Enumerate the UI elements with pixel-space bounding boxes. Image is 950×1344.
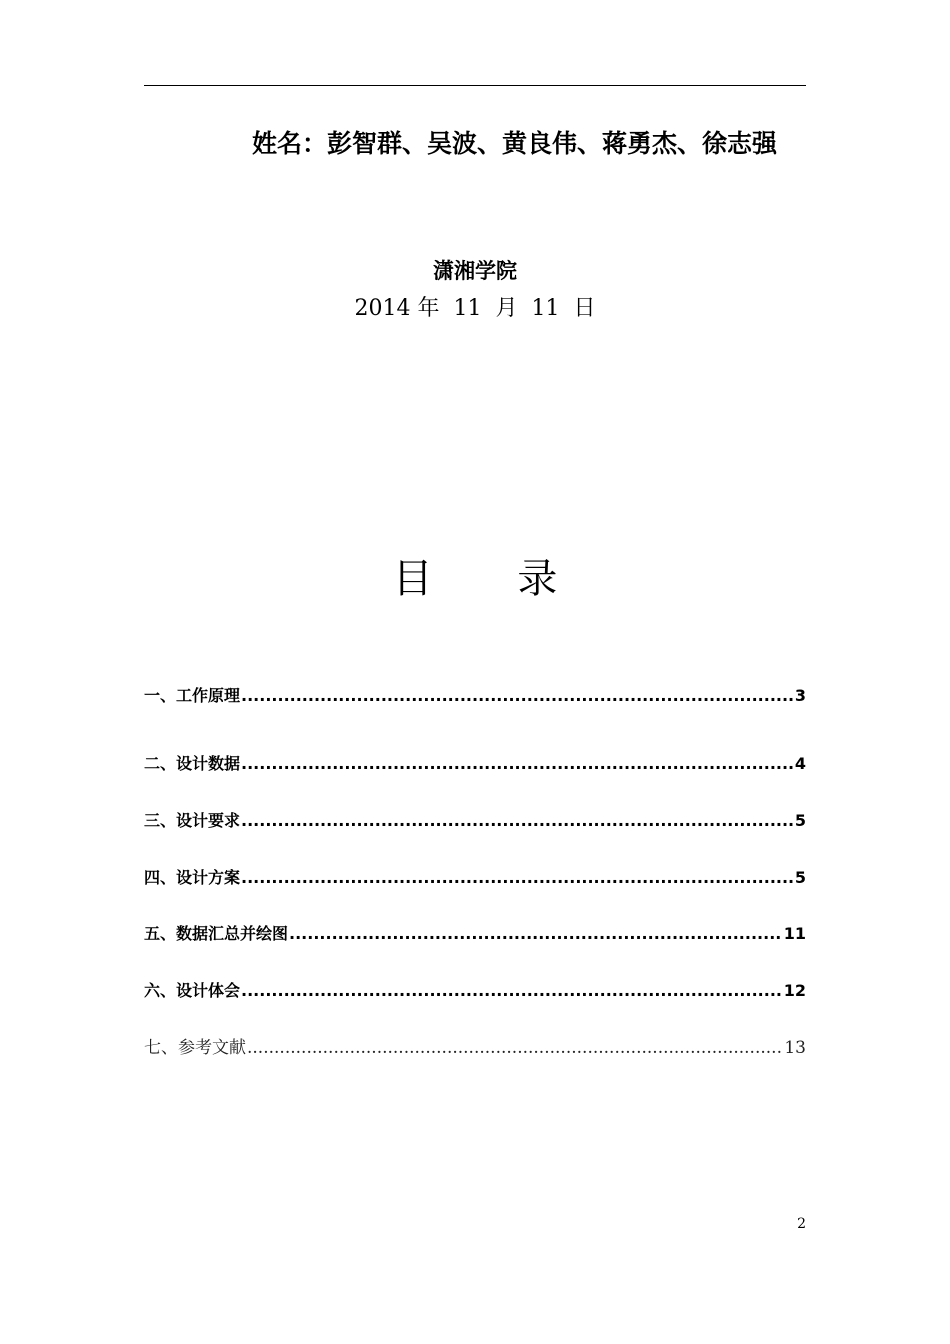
toc-leader-dots [241, 809, 794, 833]
toc-entry-page: 5 [794, 868, 806, 887]
toc-entry-7[interactable] [144, 1036, 806, 1060]
toc-entry-label: 六、设计体会 [144, 981, 241, 1000]
toc-leader-dots [241, 979, 783, 1003]
toc-entry-label: 二、设计数据 [144, 754, 241, 773]
toc-entry-5[interactable] [144, 922, 806, 946]
toc-entry-label: 三、设计要求 [144, 811, 241, 830]
toc-entry-4[interactable] [144, 866, 806, 890]
toc-entry-3[interactable] [144, 809, 806, 833]
toc-entry-page: 13 [784, 1038, 806, 1058]
toc-entry-label: 四、设计方案 [144, 868, 241, 887]
toc-leader-dots [289, 922, 783, 946]
toc-leader-dots [241, 866, 794, 890]
toc-entry-page: 5 [794, 811, 806, 830]
toc-title: 目 录 [392, 556, 594, 602]
page-number: 2 [797, 1216, 806, 1232]
toc-entry-label: 一、工作原理 [144, 686, 241, 705]
toc-entry-label: 五、数据汇总并绘图 [144, 924, 289, 943]
toc-entry-page: 4 [794, 754, 806, 773]
toc-entry-6[interactable] [144, 979, 806, 1003]
toc-leader-dots [241, 752, 794, 776]
toc-entry-1[interactable] [144, 684, 806, 708]
toc-entry-page: 12 [783, 981, 806, 1000]
toc-entry-page: 11 [783, 924, 806, 943]
toc-entry-page: 3 [794, 686, 806, 705]
toc-entry-2[interactable] [144, 752, 806, 776]
school-name: 潇湘学院 [433, 259, 517, 283]
toc-entry-label: 七、参考文献 [144, 1038, 246, 1058]
toc-leader-dots [241, 684, 794, 708]
document-date: 2014 年 11 月 11 日 [354, 296, 596, 321]
author-names: 姓名：彭智群、吴波、黄良伟、蒋勇杰、徐志强 [252, 129, 778, 158]
toc-leader-dots [247, 1036, 783, 1060]
header-rule [144, 85, 806, 86]
